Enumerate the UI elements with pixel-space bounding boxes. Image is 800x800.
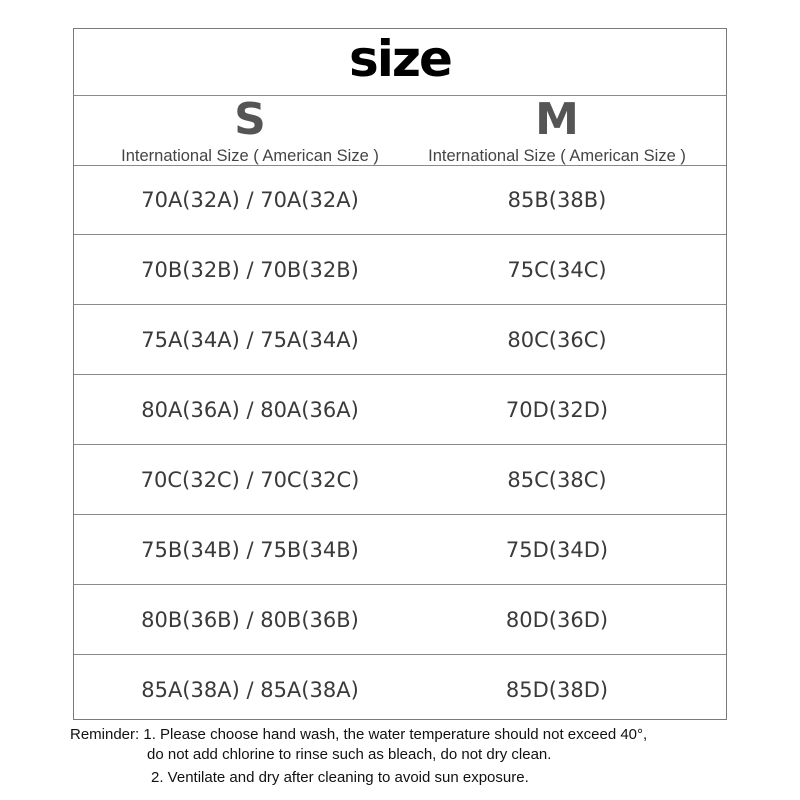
- table-title: size: [349, 30, 451, 88]
- cell-size-m: 85D(38D): [505, 678, 609, 702]
- title-row: [74, 29, 726, 96]
- care-reminder: [70, 725, 770, 788]
- cell-size-m: 75D(34D): [505, 538, 609, 562]
- cell-size-m: 80C(36C): [507, 328, 607, 352]
- size-subtitle-m: International Size ( American Size ): [428, 147, 686, 165]
- table-row: [74, 235, 726, 305]
- size-letter-m: M: [535, 94, 579, 145]
- table-row: [74, 515, 726, 585]
- header-row: [74, 95, 726, 166]
- cell-size-m: 85C(38C): [507, 468, 607, 492]
- size-table: [73, 28, 727, 720]
- cell-size-s: 70C(32C) / 70C(32C): [140, 468, 360, 492]
- table-row: [74, 305, 726, 375]
- size-rows: [74, 165, 726, 725]
- reminder-line-1: Reminder: 1. Please choose hand wash, the water temperature should not exceed 40°,: [70, 726, 648, 743]
- cell-size-m: 80D(36D): [505, 608, 609, 632]
- size-subtitle-s: International Size ( American Size ): [121, 147, 379, 165]
- table-row: [74, 445, 726, 515]
- cell-size-s: 80A(36A) / 80A(36A): [141, 398, 359, 422]
- cell-size-m: 75C(34C): [507, 258, 607, 282]
- table-row: [74, 375, 726, 445]
- table-row: [74, 165, 726, 235]
- cell-size-s: 70A(32A) / 70A(32A): [141, 188, 359, 212]
- cell-size-s: 80B(36B) / 80B(36B): [141, 608, 359, 632]
- table-row: [74, 585, 726, 655]
- column-header-s: [94, 95, 406, 165]
- table-row: [74, 655, 726, 725]
- cell-size-m: 85B(38B): [507, 188, 607, 212]
- cell-size-s: 85A(38A) / 85A(38A): [141, 678, 359, 702]
- cell-size-s: 75B(34B) / 75B(34B): [141, 538, 359, 562]
- reminder-line-2: do not add chlorine to rinse such as bleach, do not dry clean.: [147, 746, 552, 763]
- cell-size-m: 70D(32D): [505, 398, 609, 422]
- reminder-line-3: 2. Ventilate and dry after cleaning to avoid sun exposure.: [151, 769, 529, 786]
- size-letter-s: S: [234, 94, 266, 145]
- cell-size-s: 75A(34A) / 75A(34A): [141, 328, 359, 352]
- cell-size-s: 70B(32B) / 70B(32B): [141, 258, 359, 282]
- column-header-m: [404, 95, 710, 165]
